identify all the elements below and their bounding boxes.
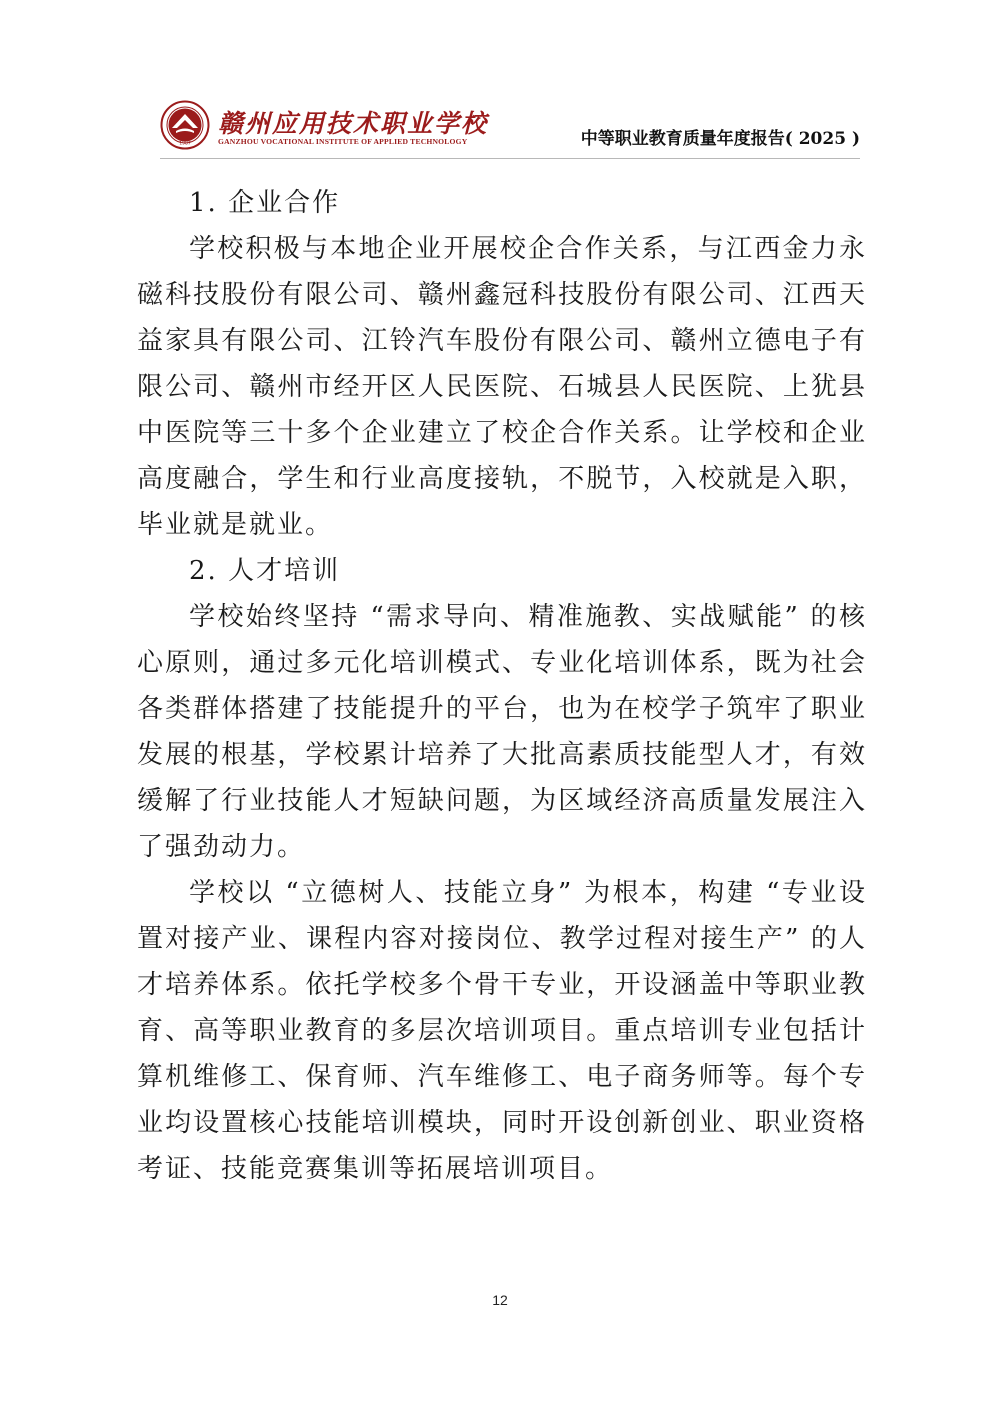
report-title: 中等职业教育质量年度报告( 2025 ) xyxy=(580,129,860,149)
page-number: 12 xyxy=(492,1292,508,1308)
school-emblem-icon xyxy=(160,100,210,150)
page-header xyxy=(160,100,860,156)
school-name-en: GANZHOU VOCATIONAL INSTITUTE OF APPLIED TECHNOLOGY xyxy=(218,137,468,146)
section-heading-talent-training: 2. 人才培训 xyxy=(189,556,341,586)
section-heading-enterprise-cooperation: 1. 企业合作 xyxy=(189,188,341,218)
school-name-cn: 赣州应用技术职业学校 xyxy=(218,109,489,138)
header-divider xyxy=(160,158,860,159)
paragraph-training-principles: 学校始终坚持 “需求导向、精准施教、实战赋能” 的核心原则，通过多元化培训模式、专业化培训体系，既为社会各类群体搭建了技能提升的平台，也为在校学子筑牢了职业发展的根基，学校累计培养了大批高素质技能型人才，有效缓解了行业技能人才短缺问题，为区域经济高质量发展注入了强劲动力。 xyxy=(137,602,867,862)
paragraph-enterprise-cooperation: 学校积极与本地企业开展校企合作关系，与江西金力永磁科技股份有限公司、赣州鑫冠科技股份有限公司、江西天益家具有限公司、江铃汽车股份有限公司、赣州立德电子有限公司、赣州市经开区人民医院、石城县人民医院、上犹县中医院等三十多个企业建立了校企合作关系。让学校和企业高度融合，学生和行业高度接轨，不脱节，入校就是入职，毕业就是就业。 xyxy=(137,234,867,540)
page-body xyxy=(137,180,867,1192)
emblem-year: 1987 xyxy=(179,141,191,147)
paragraph-training-system: 学校以 “立德树人、技能立身” 为根本，构建 “专业设置对接产业、课程内容对接岗位、教学过程对接生产” 的人才培养体系。依托学校多个骨干专业，开设涵盖中等职业教育、高等职业教育的多层次培训项目。重点培训专业包括计算机维修工、保育师、汽车维修工、电子商务师等。每个专业均设置核心技能培训模块，同时开设创新创业、职业资格考证、技能竞赛集训等拓展培训项目。 xyxy=(137,878,867,1184)
